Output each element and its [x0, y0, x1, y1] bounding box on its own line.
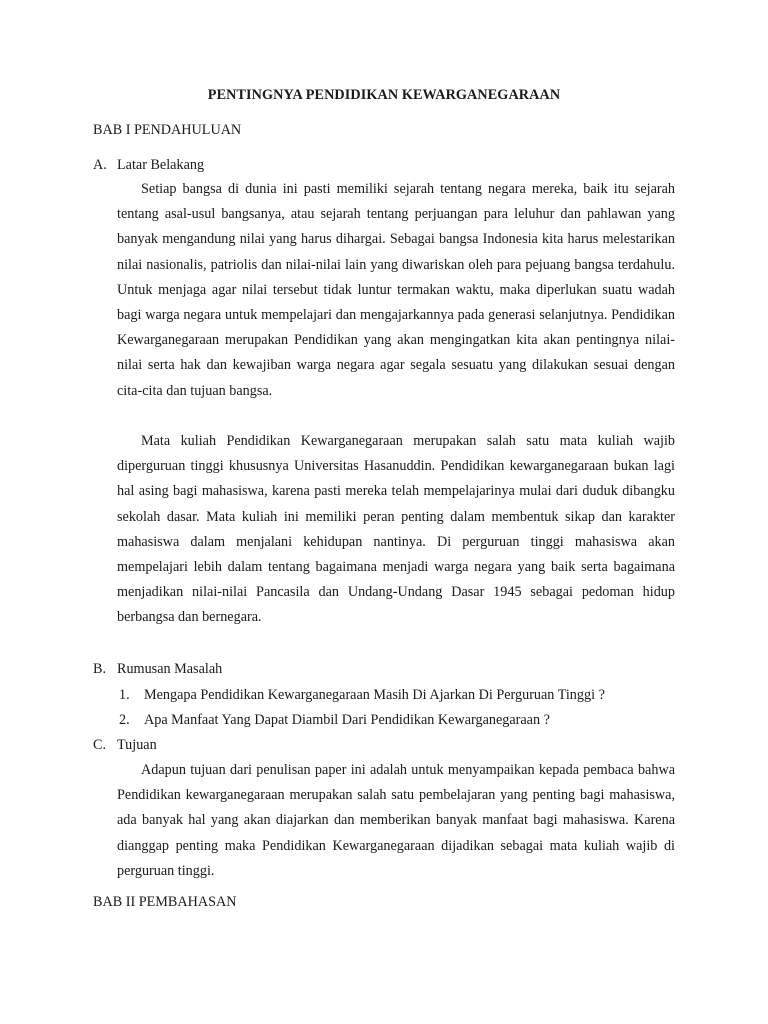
paragraph-latar-belakang-2: Mata kuliah Pendidikan Kewarganegaraan merupakan salah satu mata kuliah wajib diperguruan tinggi khususnya Universitas Hasanuddin. Pendidikan kewarganegaraan bukan lagi hal asing bagi mahasiswa, karena pasti mereka telah mempelajarinya mulai dari duduk dibangku sekolah dasar. Mata kuliah ini memiliki peran penting dalam membentuk sikap dan karakter mahasiswa dalam menjalani kehidupan nantinya. Di perguruan tinggi mahasiswa akan mempelajari lebih dalam tentang bagaimana menjadi warga negara yang baik serta bagaimana menjadikan nilai-nilai Pancasila dan Undang-Undang Dasar 1945 sebagai pedoman hidup berbangsa dan bernegara.	[117, 433, 675, 626]
document-title: PENTINGNYA PENDIDIKAN KEWARGANEGARAAN	[207, 87, 561, 103]
section-heading-latar-belakang	[93, 157, 204, 174]
section-title: Tujuan	[117, 737, 157, 753]
list-item-text: Mengapa Pendidikan Kewarganegaraan Masih Di Ajarkan Di Perguruan Tinggi ?	[144, 687, 605, 703]
section-title: Latar Belakang	[117, 157, 205, 173]
section-title: Rumusan Masalah	[117, 661, 223, 677]
section-letter: C.	[93, 737, 107, 753]
section-letter: A.	[93, 157, 107, 173]
list-item-number: 1.	[119, 687, 130, 703]
section-heading-tujuan	[93, 737, 157, 754]
list-item	[119, 687, 605, 704]
paragraph-tujuan: Adapun tujuan dari penulisan paper ini adalah untuk menyampaikan kepada pembaca bahwa Pendidikan kewarganegaraan merupakan salah satu pembelajaran yang penting bagi mahasiswa, ada banyak hal yang akan diajarkan dan memberikan banyak manfaat bagi mahasiswa. Karena dianggap penting maka Pendidikan Kewarganegaraan dijadikan sebagai mata kuliah wajib di perguruan tinggi.	[117, 762, 675, 879]
chapter-heading-bab1: BAB I PENDAHULUAN	[93, 122, 242, 138]
list-item	[119, 712, 550, 729]
list-item-number: 2.	[119, 712, 130, 728]
paragraph-latar-belakang-1: Setiap bangsa di dunia ini pasti memiliki sejarah tentang negara mereka, baik itu sejarah tentang asal-usul bangsanya, atau sejarah tentang perjuangan para leluhur dan pahlawan yang banyak mengandung nilai yang harus dihargai. Sebagai bangsa Indonesia kita harus melestarikan nilai nasionalis, patriolis dan nilai-nilai lain yang diwariskan oleh para pejuang bangsa terdahulu. Untuk menjaga agar nilai tersebut tidak luntur termakan waktu, maka diperlukan suatu wadah bagi warga negara untuk mempelajari dan mengajarkannya pada generasi selanjutnya. Pendidikan Kewarganegaraan merupakan Pendidikan yang akan mengingatkan kita akan pentingnya nilai-nilai serta hak dan kewajiban warga negara agar segala sesuatu yang dilakukan sesuai dengan cita-cita dan tujuan bangsa.	[117, 181, 675, 399]
chapter-heading-bab2: BAB II PEMBAHASAN	[93, 894, 237, 910]
section-letter: B.	[93, 661, 107, 677]
list-item-text: Apa Manfaat Yang Dapat Diambil Dari Pendidikan Kewarganegaraan ?	[144, 712, 550, 728]
section-heading-rumusan-masalah	[93, 661, 222, 678]
